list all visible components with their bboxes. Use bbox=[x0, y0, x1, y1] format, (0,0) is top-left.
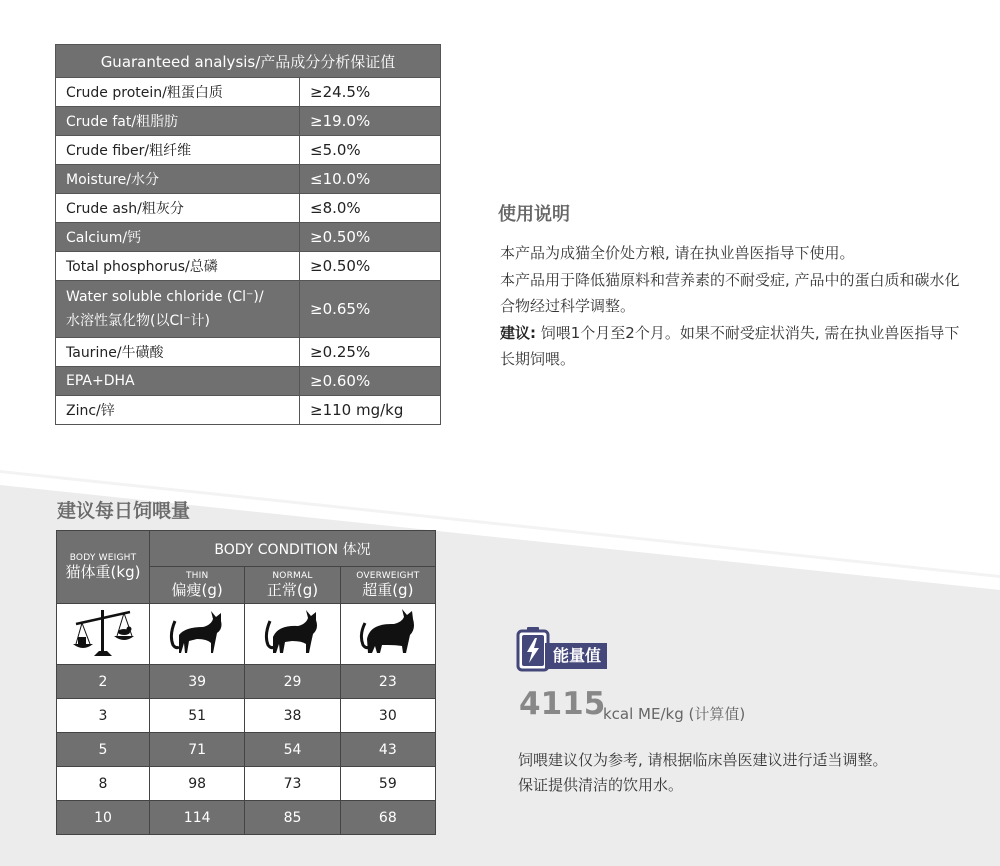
advice-label: 建议: bbox=[500, 323, 536, 342]
overweight-en: OVERWEIGHT bbox=[356, 571, 420, 581]
overweight-cell: 43 bbox=[340, 733, 435, 767]
analysis-row bbox=[56, 78, 441, 107]
table-row bbox=[57, 699, 436, 733]
analysis-row bbox=[56, 165, 441, 194]
normal-cell: 54 bbox=[245, 733, 340, 767]
normal-cell: 29 bbox=[245, 665, 340, 699]
nutrient-name: Moisture/水分 bbox=[56, 165, 300, 194]
analysis-title: Guaranteed analysis/产品成分分析保证值 bbox=[56, 45, 441, 78]
nutrient-value: ≤8.0% bbox=[300, 194, 441, 223]
body-weight-header bbox=[57, 531, 150, 604]
energy-value: 4115 bbox=[519, 686, 606, 722]
body-condition-header: BODY CONDITION 体况 bbox=[150, 531, 436, 567]
overweight-cat-icon bbox=[340, 604, 435, 665]
nutrient-name: Taurine/牛磺酸 bbox=[56, 338, 300, 367]
nutrient-name bbox=[56, 281, 300, 338]
usage-text bbox=[500, 240, 970, 373]
analysis-row bbox=[56, 281, 441, 338]
nutrient-name: Crude fat/粗脂肪 bbox=[56, 107, 300, 136]
nutrient-value: ≤5.0% bbox=[300, 136, 441, 165]
overweight-cell: 59 bbox=[340, 767, 435, 801]
nutrient-name: EPA+DHA bbox=[56, 367, 300, 396]
normal-header bbox=[245, 567, 340, 604]
normal-cat-icon bbox=[245, 604, 340, 665]
body-weight-zh: 猫体重(kg) bbox=[65, 563, 141, 581]
scale-icon bbox=[57, 604, 150, 665]
table-row bbox=[57, 767, 436, 801]
normal-zh: 正常(g) bbox=[266, 581, 319, 599]
body-weight-en: BODY WEIGHT bbox=[69, 553, 137, 563]
usage-advice bbox=[500, 320, 970, 373]
weight-cell: 2 bbox=[57, 665, 150, 699]
thin-cell: 98 bbox=[150, 767, 245, 801]
analysis-row bbox=[56, 194, 441, 223]
nutrient-name: Total phosphorus/总磷 bbox=[56, 252, 300, 281]
nutrient-name-line1: Water soluble chloride (Cl⁻)/ bbox=[66, 289, 264, 305]
table-row bbox=[57, 665, 436, 699]
nutrient-value: ≥0.50% bbox=[300, 223, 441, 252]
thin-cell: 51 bbox=[150, 699, 245, 733]
nutrient-name: Crude protein/粗蛋白质 bbox=[56, 78, 300, 107]
nutrient-value: ≥19.0% bbox=[300, 107, 441, 136]
nutrient-value: ≥0.25% bbox=[300, 338, 441, 367]
overweight-header bbox=[340, 567, 435, 604]
table-row bbox=[57, 801, 436, 835]
normal-en: NORMAL bbox=[272, 571, 313, 581]
energy-note-line-1: 饲喂建议仅为参考, 请根据临床兽医建议进行适当调整。 bbox=[518, 751, 888, 769]
energy-note bbox=[518, 748, 978, 798]
thin-cat-icon bbox=[150, 604, 245, 665]
analysis-row bbox=[56, 252, 441, 281]
energy-note-line-2: 保证提供清洁的饮用水。 bbox=[518, 776, 684, 794]
analysis-row bbox=[56, 396, 441, 425]
overweight-zh: 超重(g) bbox=[362, 581, 414, 599]
nutrient-value: ≤10.0% bbox=[300, 165, 441, 194]
nutrient-value: ≥0.65% bbox=[300, 281, 441, 338]
guaranteed-analysis-table bbox=[55, 44, 441, 425]
analysis-row bbox=[56, 136, 441, 165]
weight-cell: 8 bbox=[57, 767, 150, 801]
normal-cell: 73 bbox=[245, 767, 340, 801]
thin-zh: 偏瘦(g) bbox=[171, 581, 223, 599]
nutrient-name: Crude fiber/粗纤维 bbox=[56, 136, 300, 165]
analysis-row bbox=[56, 338, 441, 367]
weight-cell: 3 bbox=[57, 699, 150, 733]
energy-label: 能量值 bbox=[545, 643, 607, 669]
analysis-row bbox=[56, 367, 441, 396]
usage-line-1: 本产品为成猫全价处方粮, 请在执业兽医指导下使用。 bbox=[500, 244, 855, 262]
nutrient-value: ≥0.60% bbox=[300, 367, 441, 396]
feeding-title: 建议每日饲喂量 bbox=[57, 500, 191, 522]
thin-cell: 114 bbox=[150, 801, 245, 835]
normal-cell: 38 bbox=[245, 699, 340, 733]
nutrient-name-line2: 水溶性氯化物(以Cl⁻计) bbox=[66, 313, 210, 329]
analysis-row bbox=[56, 107, 441, 136]
overweight-cell: 30 bbox=[340, 699, 435, 733]
overweight-cell: 68 bbox=[340, 801, 435, 835]
nutrient-value: ≥0.50% bbox=[300, 252, 441, 281]
nutrient-name: Zinc/锌 bbox=[56, 396, 300, 425]
energy-unit: kcal ME/kg (计算值) bbox=[603, 705, 746, 723]
feeding-table bbox=[56, 530, 436, 835]
thin-cell: 71 bbox=[150, 733, 245, 767]
weight-cell: 5 bbox=[57, 733, 150, 767]
analysis-row bbox=[56, 223, 441, 252]
nutrient-value: ≥110 mg/kg bbox=[300, 396, 441, 425]
nutrient-name: Calcium/钙 bbox=[56, 223, 300, 252]
overweight-cell: 23 bbox=[340, 665, 435, 699]
thin-cell: 39 bbox=[150, 665, 245, 699]
thin-header bbox=[150, 567, 245, 604]
nutrient-name: Crude ash/粗灰分 bbox=[56, 194, 300, 223]
usage-title: 使用说明 bbox=[498, 204, 570, 225]
usage-line-2: 本产品用于降低猫原料和营养素的不耐受症, 产品中的蛋白质和碳水化合物经过科学调整。 bbox=[500, 270, 960, 315]
nutrient-value: ≥24.5% bbox=[300, 78, 441, 107]
table-row bbox=[57, 733, 436, 767]
normal-cell: 85 bbox=[245, 801, 340, 835]
thin-en: THIN bbox=[185, 571, 209, 581]
weight-cell: 10 bbox=[57, 801, 150, 835]
advice-text: 饲喂1个月至2个月。如果不耐受症状消失, 需在执业兽医指导下长期饲喂。 bbox=[500, 323, 960, 368]
